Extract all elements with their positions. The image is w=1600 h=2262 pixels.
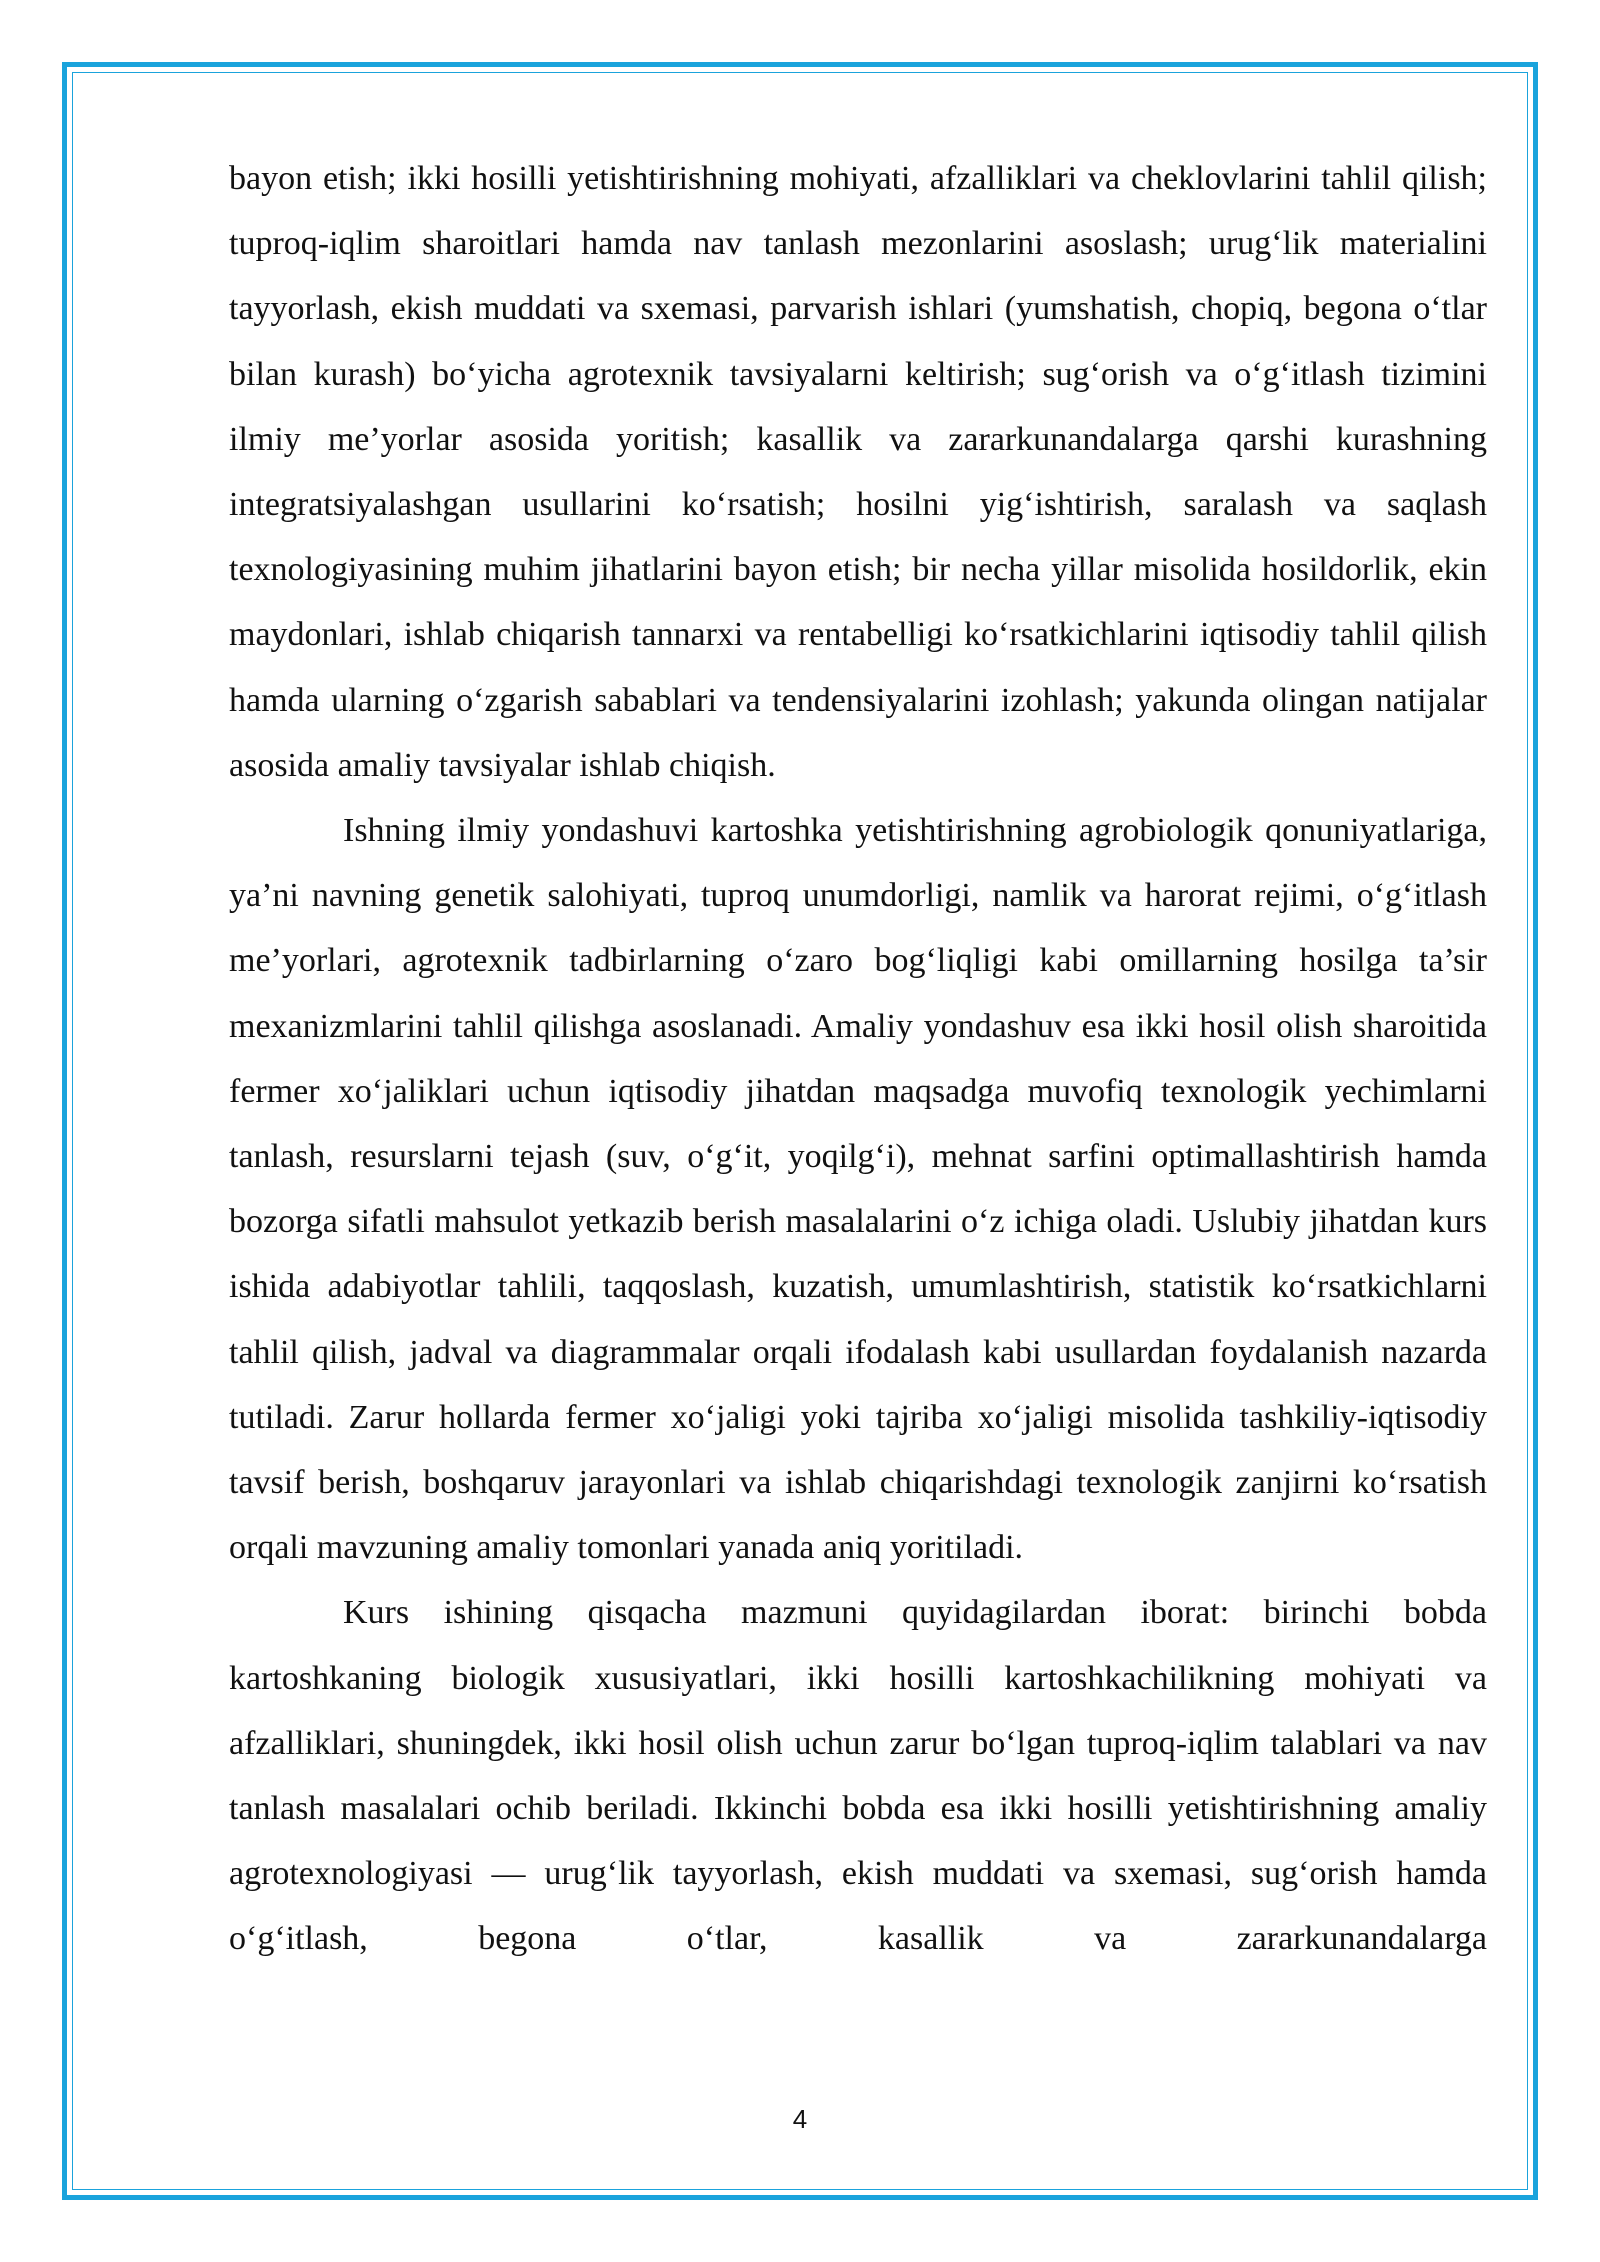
page-number: 4: [792, 2104, 808, 2134]
paragraph-approach: Ishning ilmiy yondashuvi kartoshka yetishtirishning agrobiologik qonuniyatlariga, ya’ni navning genetik salohiyati, tuproq unumdorligi, namlik va harorat rejimi, o‘g‘itlash me’yorlari, agrotexnik tadbirlarning o‘zaro bog‘liqligi kabi omillarning hosilga ta’sir mexanizmlarini tahlil qilishga asoslanadi. Amaliy yondashuv esa ikki hosil olish sharoitida fermer xo‘jaliklari uchun iqtisodiy jihatdan maqsadga muvofiq texnologik yechimlarni tanlash, resurslarni tejash (suv, o‘g‘it, yoqilg‘i), mehnat sarfini optimallashtirish hamda bozorga sifatli mahsulot yetkazib berish masalalarini o‘z ichiga oladi. Uslubiy jihatdan kurs ishida adabiyotlar tahlili, taqqoslash, kuzatish, umumlashtirish, statistik ko‘rsatkichlarni tahlil qilish, jadval va diagrammalar orqali ifodalash kabi usullardan foydalanish nazarda tutiladi. Zarur hollarda fermer xo‘jaligi yoki tajriba xo‘jaligi misolida tashkiliy-iqtisodiy tavsif berish, boshqaruv jarayonlari va ishlab chiqarishdagi texnologik zanjirni ko‘rsatish orqali mavzuning amaliy tomonlari yanada aniq yoritiladi.: [229, 812, 1487, 1567]
paragraph-summary: Kurs ishining qisqacha mazmuni quyidagilardan iborat: birinchi bobda kartoshkaning biologik xususiyatlari, ikki hosilli kartoshkachilikning mohiyati va afzalliklari, shuningdek, ikki hosil olish uchun zarur bo‘lgan tuproq-iqlim talablari va nav tanlash masalalari ochib beriladi. Ikkinchi bobda esa ikki hosilli yetishtirishning amaliy agrotexnologiyasi — urug‘lik tayyorlash, ekish muddati va sxemasi, sug‘orish hamda o‘g‘itlash, begona o‘tlar, kasallik va zararkunandalarga: [229, 1594, 1487, 1958]
document-body: [229, 146, 1487, 1972]
paragraph-continuation: bayon etish; ikki hosilli yetishtirishning mohiyati, afzalliklari va cheklovlarini tahlil qilish; tuproq-iqlim sharoitlari hamda nav tanlash mezonlarini asoslash; urug‘lik materialini tayyorlash, ekish muddati va sxemasi, parvarish ishlari (yumshatish, chopiq, begona o‘tlar bilan kurash) bo‘yicha agrotexnik tavsiyalarni keltirish; sug‘orish va o‘g‘itlash tizimini ilmiy me’yorlar asosida yoritish; kasallik va zararkunandalarga qarshi kurashning integratsiyalashgan usullarini ko‘rsatish; hosilni yig‘ishtirish, saralash va saqlash texnologiyasining muhim jihatlarini bayon etish; bir necha yillar misolida hosildorlik, ekin maydonlari, ishlab chiqarish tannarxi va rentabelligi ko‘rsatkichlarini iqtisodiy tahlil qilish hamda ularning o‘zgarish sabablari va tendensiyalarini izohlash; yakunda olingan natijalar asosida amaliy tavsiyalar ishlab chiqish.: [229, 160, 1487, 784]
